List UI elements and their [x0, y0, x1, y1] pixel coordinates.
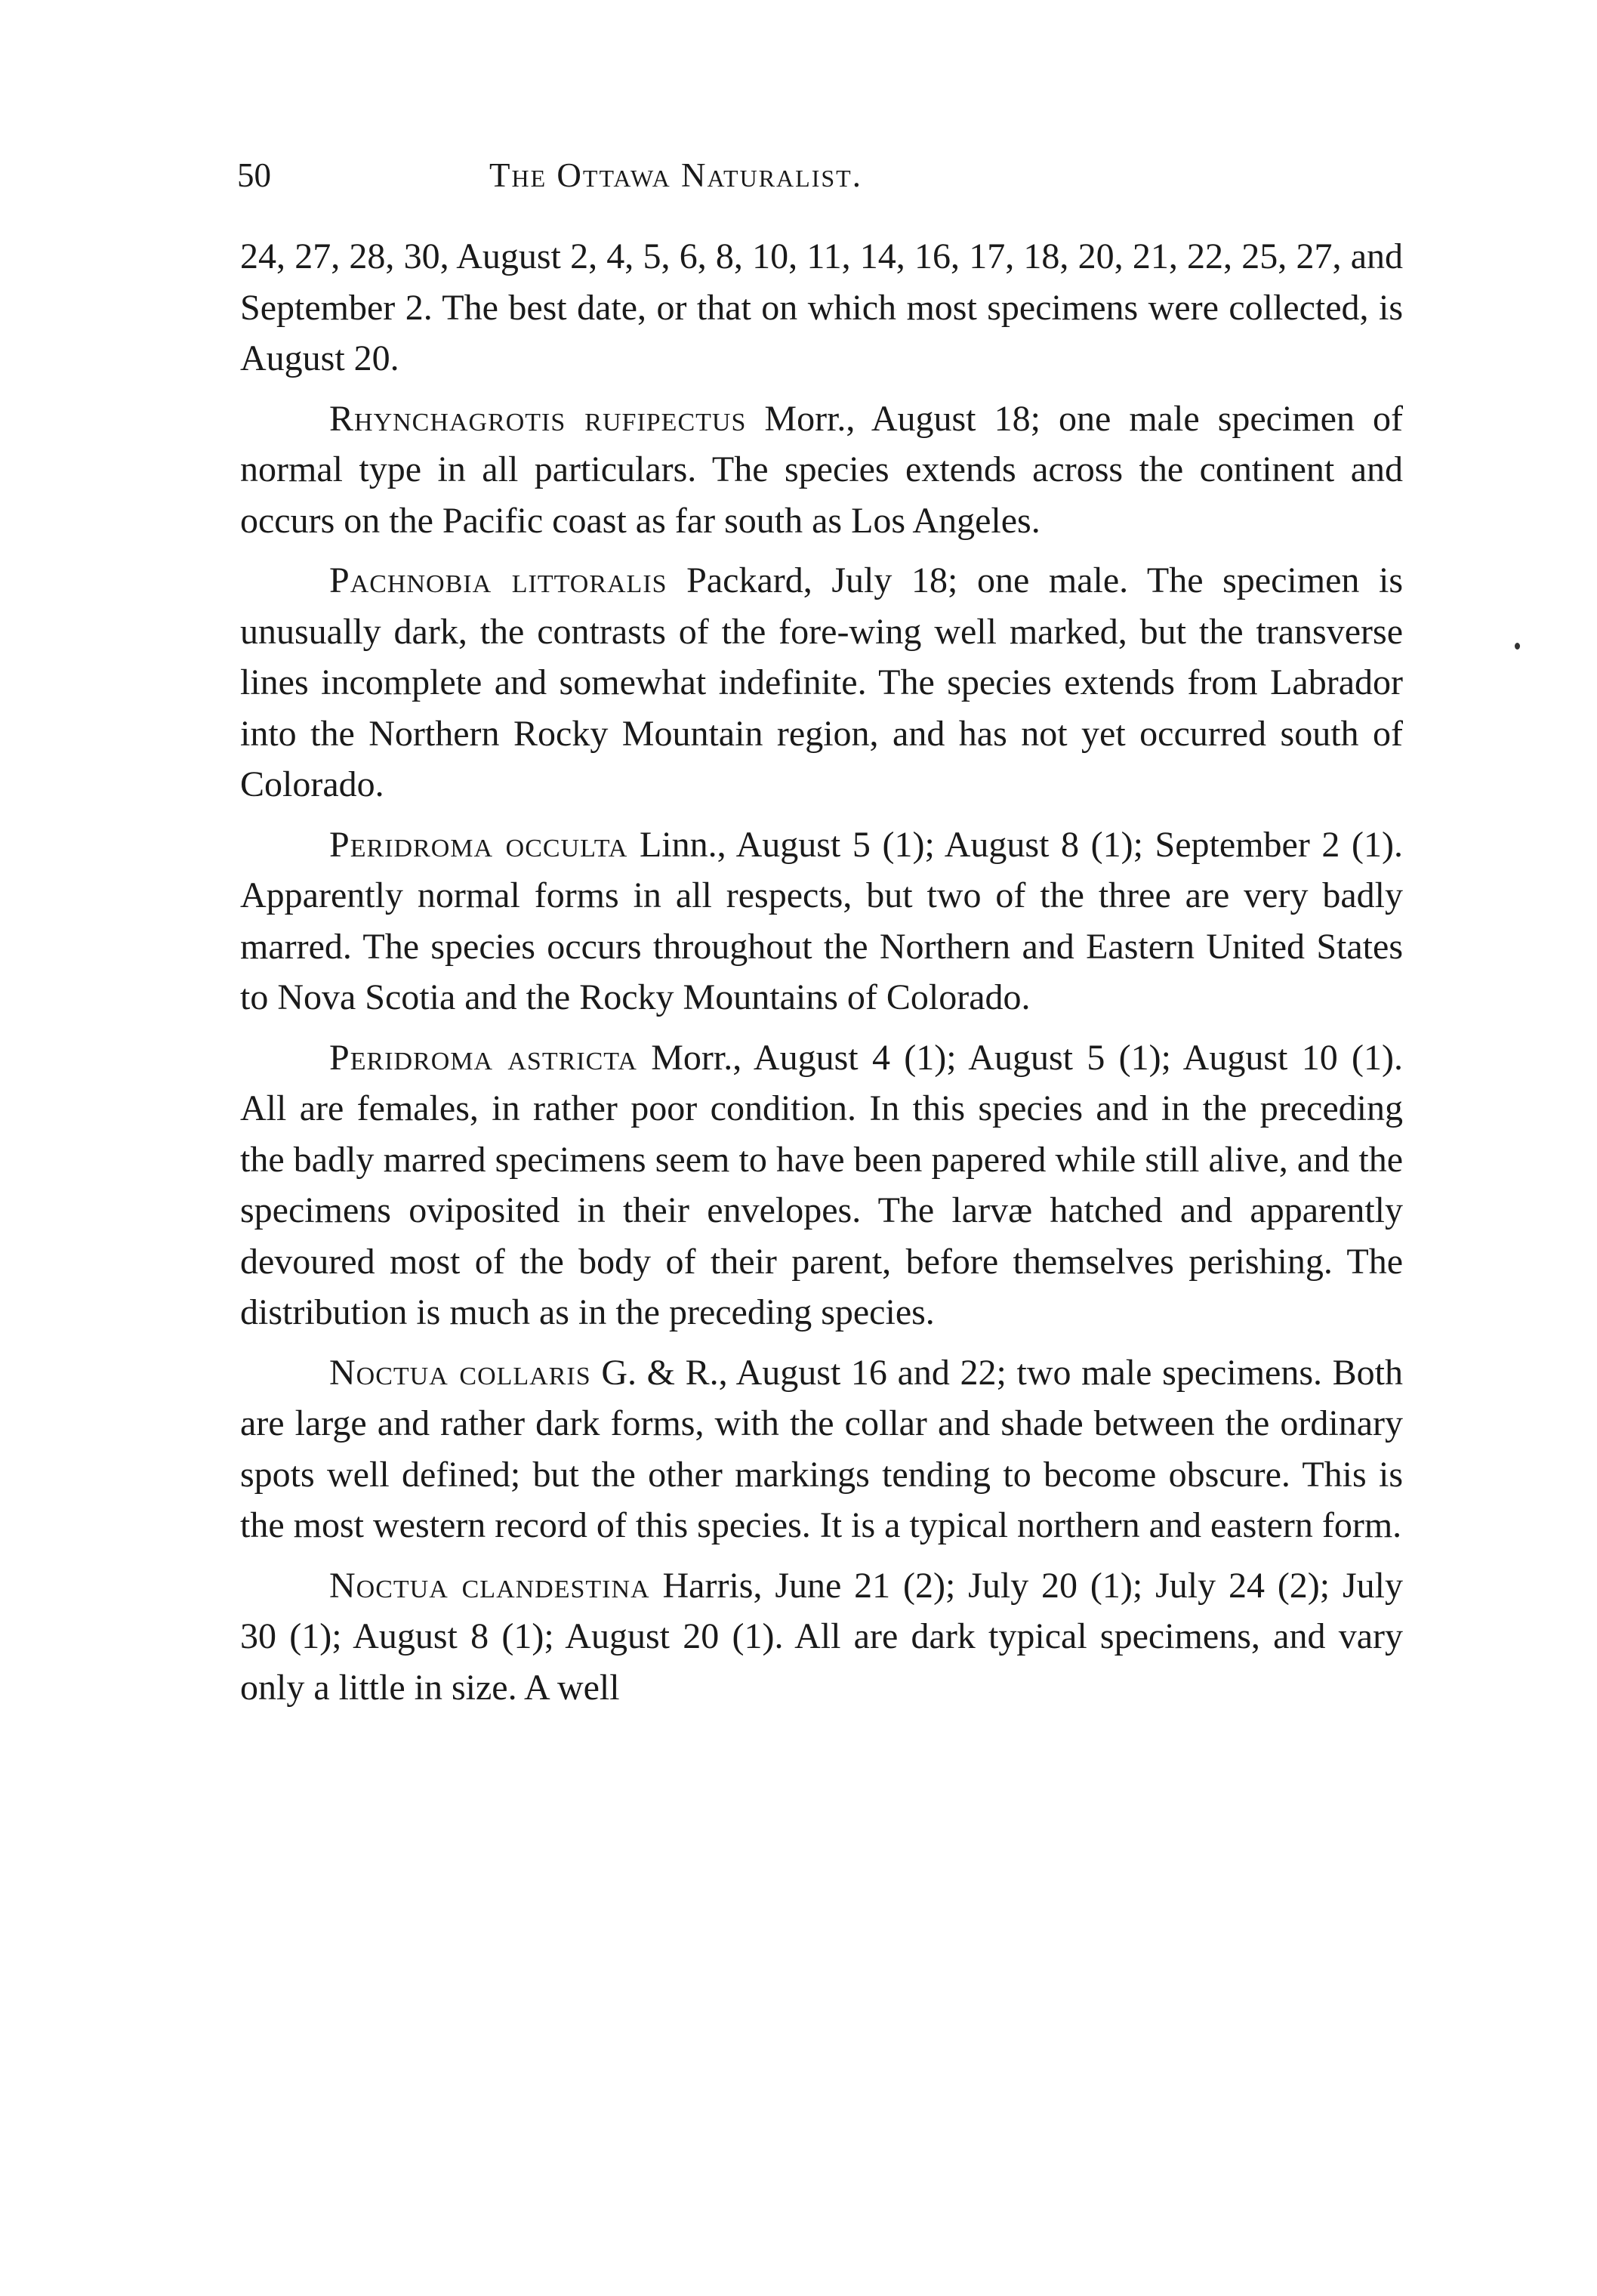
species-entry-text: Linn., August 5 (1); August 8 (1); September 2 (1). Apparently normal forms in all respects, but two of the three are very badly marred. The species occurs throughout the Northern and Eastern United States to Nova Scotia and the Rocky Mountains of Colorado. [240, 824, 1404, 1017]
species-name: Peridroma astricta [329, 1037, 637, 1078]
book-page [237, 151, 1404, 1722]
species-entry-noctua-clandestina [240, 1560, 1403, 1714]
species-name: Pachnobia littoralis [329, 560, 667, 600]
body-text [240, 231, 1403, 1713]
species-entry-pachnobia-littoralis [240, 555, 1403, 810]
species-entry-peridroma-astricta [240, 1032, 1403, 1338]
species-name: Peridroma occulta [329, 824, 628, 865]
species-entry-peridroma-occulta [240, 819, 1403, 1023]
species-entry-noctua-collaris [240, 1347, 1403, 1551]
page-number: 50 [237, 156, 271, 194]
species-entry-text: Morr., August 4 (1); August 5 (1); August 10 (1). All are females, in rather poor condition. In this species and in the preceding the badly marred specimens seem to have been papered while still alive, and the specimens oviposited in their envelopes. The larvæ hatched and apparently devoured most of the body of their parent, before themselves perishing. The distribution is much as in the preceding species. [240, 1037, 1403, 1332]
species-entry-text: Packard, July 18; one male. The specimen is unusually dark, the contrasts of the fore-wing well marked, but the transverse lines incomplete and somewhat indefinite. The species extends from Labrador into the Northern Rocky Mountain region, and has not yet occurred south of Colorado. [240, 560, 1403, 804]
species-entry-text: Morr., August 18; one male specimen of normal type in all particulars. The species extends across the continent and occurs on the Pacific coast as far south as Los Angeles. [240, 398, 1403, 541]
species-entry-text: G. & R., August 16 and 22; two male specimens. Both are large and rather dark forms, with the collar and shade between the ordinary spots well defined; but the other markings tending to become obscure. This is the most western record of this species. It is a typical northern and eastern form. [240, 1352, 1404, 1545]
paragraph-continuation [240, 231, 1403, 384]
species-name: Noctua collaris [329, 1352, 591, 1393]
paragraph-text: 24, 27, 28, 30, August 2, 4, 5, 6, 8, 10, 11, 14, 16, 17, 18, 20, 21, 22, 25, 27, and September 2. The best date, or that on which most specimens were collected, is August 20. [240, 236, 1403, 378]
species-entry-text: Harris, June 21 (2); July 20 (1); July 24 (2); July 30 (1); August 8 (1); August 20 (1). All are dark typical specimens, and vary only a little in size. A well [240, 1565, 1404, 1708]
species-name: Rhynchagrotis rufipectus [329, 398, 747, 439]
running-head [237, 151, 1403, 199]
species-name: Noctua clandestina [329, 1565, 650, 1606]
stray-ink-mark [1515, 643, 1520, 650]
species-entry-rhynchagrotis-rufipectus [240, 393, 1403, 547]
journal-title: The Ottawa Naturalist. [489, 156, 862, 194]
